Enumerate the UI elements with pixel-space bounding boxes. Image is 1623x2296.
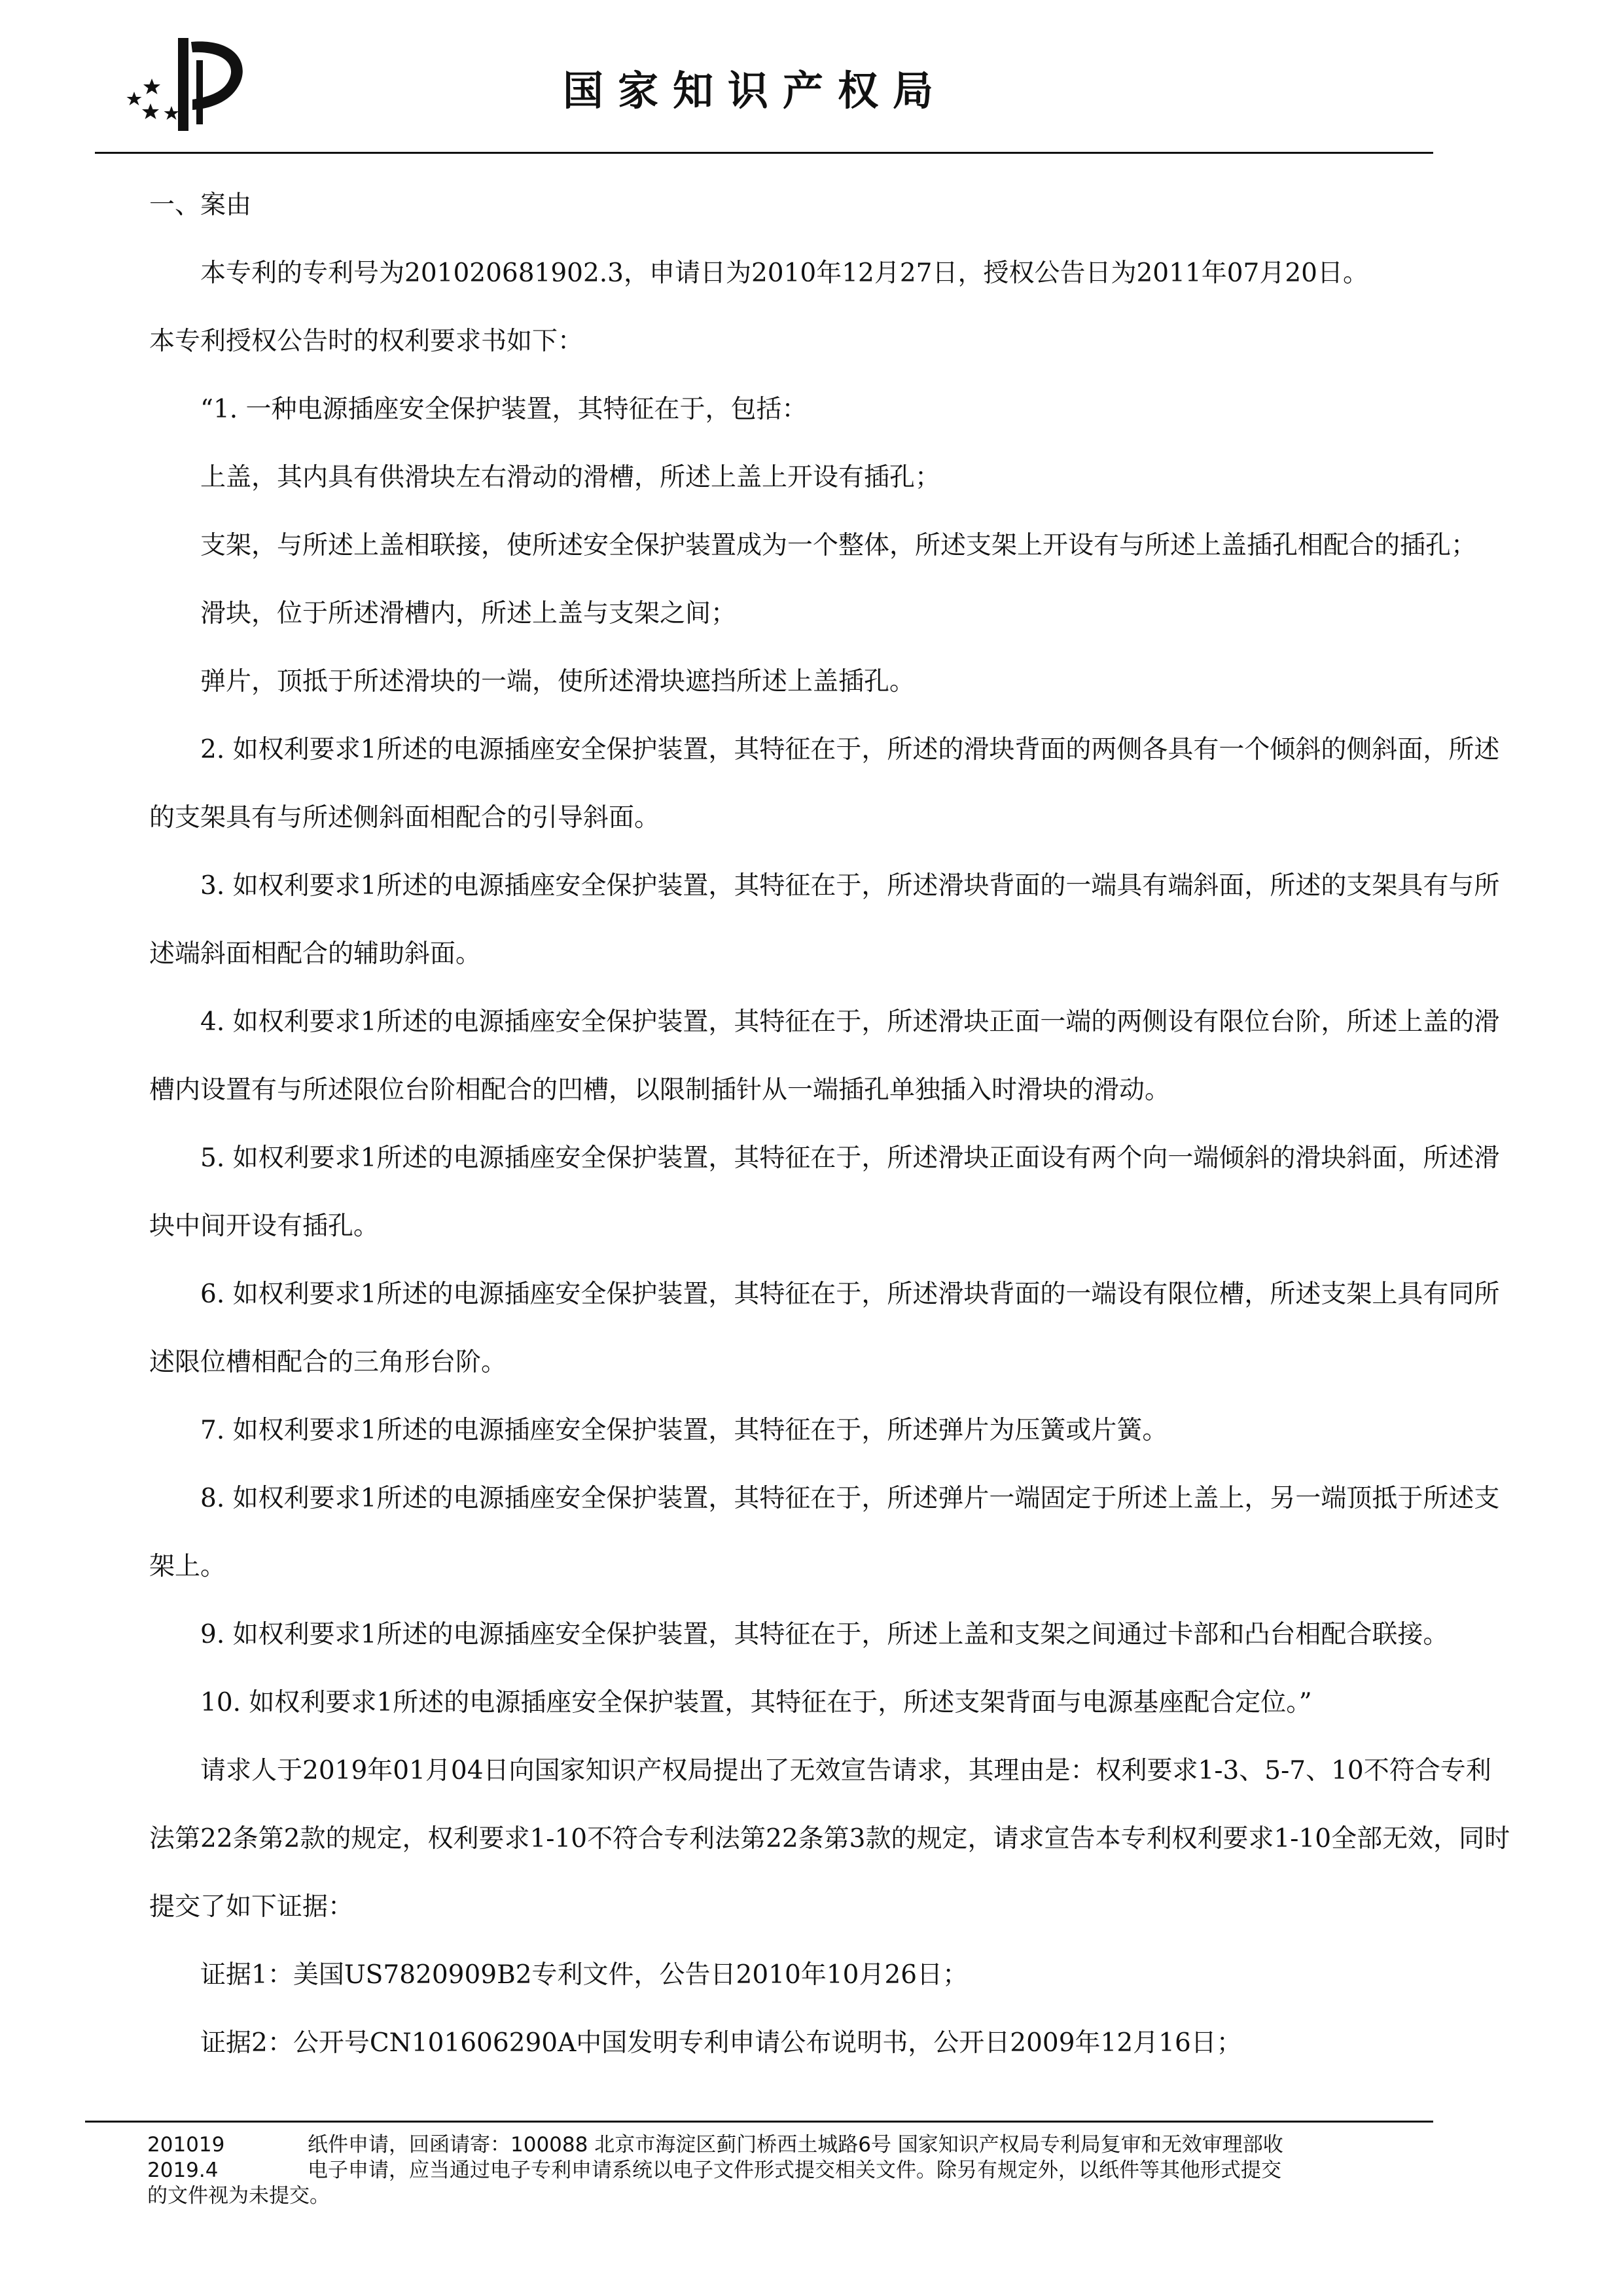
document-body [149,171,1514,2077]
logo-star [142,103,159,119]
logo-p-mark [178,38,188,131]
header-rule [95,152,1433,154]
logo-star [143,79,160,94]
claim-paragraph: 7. 如权利要求1所述的电源插座安全保护装置，其特征在于，所述弹片为压簧或片簧。 [200,1416,1168,1445]
evidence-item: 证据2：公开号CN101606290A中国发明专利申请公布说明书，公开日2009年12月16日； [200,2028,1242,2058]
claim-paragraph: 10. 如权利要求1所述的电源插座安全保护装置，其特征在于，所述支架背面与电源基座配合定位。” [200,1688,1312,1717]
office-name: 国家知识产权局 [563,67,948,115]
paragraph: 请求人于2019年01月04日向国家知识产权局提出了无效宣告请求，其理由是：权利要求1-3、5-7、10不符合专利法第22条第2款的规定，权利要求1-10不符合专利法第22条第3款的规定，请求宣告本专利权利要求1-10全部无效，同时提交了如下证据： [149,1756,1510,1922]
claim-paragraph: 6. 如权利要求1所述的电源插座安全保护装置，其特征在于，所述滑块背面的一端设有限位槽，所述支架上具有同所述限位槽相配合的三角形台阶。 [149,1280,1500,1377]
footer-paper-instructions: 纸件申请，回函请寄：100088 北京市海淀区蓟门桥西土城路6号 国家知识产权局专利局复审和无效审理部收 [308,2133,1283,2157]
footer-electronic-instructions: 电子申请，应当通过电子专利申请系统以电子文件形式提交相关文件。除另有规定外，以纸件等其他形式提交 [308,2159,1281,2182]
evidence-item: 证据1：美国US7820909B2专利文件，公告日2010年10月26日； [200,1960,969,1990]
logo-star [127,92,142,105]
page-footer [147,2132,1508,2209]
claim-paragraph: 2. 如权利要求1所述的电源插座安全保护装置，其特征在于，所述的滑块背面的两侧各具有一个倾斜的侧斜面，所述的支架具有与所述侧斜面相配合的引导斜面。 [149,735,1500,833]
claim-paragraph: 5. 如权利要求1所述的电源插座安全保护装置，其特征在于，所述滑块正面设有两个向一端倾斜的滑块斜面，所述滑块中间开设有插孔。 [149,1143,1500,1241]
logo-star [164,106,179,120]
claim-paragraph: 4. 如权利要求1所述的电源插座安全保护装置，其特征在于，所述滑块正面一端的两侧设有限位台阶，所述上盖的滑槽内设置有与所述限位台阶相配合的凹槽，以限制插针从一端插孔单独插入时滑块的滑动。 [149,1007,1500,1105]
claim-paragraph: 支架，与所述上盖相联接，使所述安全保护装置成为一个整体，所述支架上开设有与所述上盖插孔相配合的插孔； [200,531,1477,560]
footer-row [147,2158,1508,2183]
section-heading: 一、案由 [149,190,252,220]
footer-electronic-instructions-cont: 的文件视为未提交。 [147,2184,330,2208]
claim-paragraph: 滑块，位于所述滑槽内，所述上盖与支架之间； [200,599,737,628]
logo-p-mark [196,60,203,124]
claim-paragraph: 3. 如权利要求1所述的电源插座安全保护装置，其特征在于，所述滑块背面的一端具有端斜面，所述的支架具有与所述端斜面相配合的辅助斜面。 [149,871,1500,969]
paragraph: 本专利授权公告时的权利要求书如下： [149,327,584,356]
paragraph: 本专利的专利号为201020681902.3，申请日为2010年12月27日，授权公告日为2011年07月20日。 [200,259,1368,288]
claim-paragraph: “1. 一种电源插座安全保护装置，其特征在于，包括： [200,395,808,424]
claim-paragraph: 9. 如权利要求1所述的电源插座安全保护装置，其特征在于，所述上盖和支架之间通过卡部和凸台相配合联接。 [200,1620,1449,1649]
footer-form-version: 2019.4 [147,2159,219,2182]
footer-rule [85,2121,1433,2123]
footer-form-code: 201019 [147,2133,225,2157]
claim-paragraph: 上盖，其内具有供滑块左右滑动的滑槽，所述上盖上开设有插孔； [200,463,941,492]
cnipa-logo [111,26,262,137]
claim-paragraph: 8. 如权利要求1所述的电源插座安全保护装置，其特征在于，所述弹片一端固定于所述上盖上，另一端顶抵于所述支架上。 [149,1484,1500,1581]
claim-paragraph: 弹片，顶抵于所述滑块的一端，使所述滑块遮挡所述上盖插孔。 [200,667,916,696]
footer-row [147,2132,1508,2158]
